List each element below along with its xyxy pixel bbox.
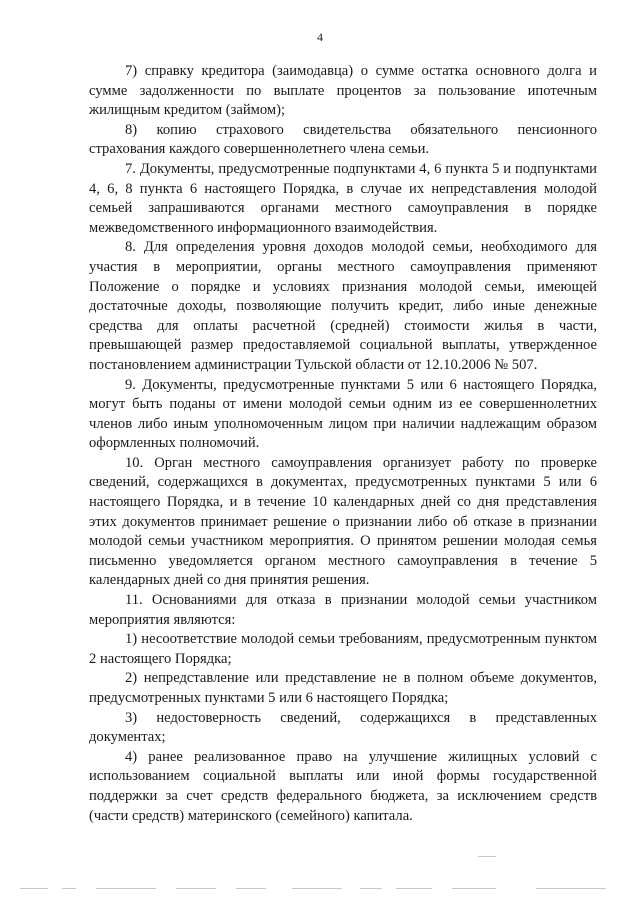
paragraph-clause-7: 7. Документы, предусмотренные подпунктами 4, 6 пункта 5 и подпунктами 4, 6, 8 пункта 6 настоящего Порядка, в случае их непредставления молодой семьей запрашиваются органами местного самоуправления в порядке межведомственного информационного взаимодействия. (89, 160, 597, 236)
paragraph-item-8: 8) копию страхового свидетельства обязательного пенсионного страхования каждого совершеннолетнего члена семьи. (89, 121, 597, 158)
scan-speck (176, 888, 216, 889)
paragraph-reason-3: 3) недостоверность сведений, содержащихся в представленных документах; (89, 709, 597, 746)
paragraph-reason-2: 2) непредставление или представление не в полном объеме документов, предусмотренных пунктами 5 или 6 настоящего Порядка; (89, 670, 597, 706)
paragraph-clause-10: 10. Орган местного самоуправления организует работу по проверке сведений, содержащихся в документах, предусмотренных пунктами 5 или 6 настоящего Порядка, и в течение 10 календарных дней со дня представления этих документов принимает решение о признании либо об отказе в признании молодой семьи участником мероприятия. О принятом решении молодая семья письменно уведомляется органом местного самоуправления в течение 5 календарных дней со дня принятия решения. (89, 454, 597, 589)
scan-speck (478, 856, 496, 857)
scan-speck (236, 888, 266, 889)
scan-noise-footer (0, 888, 640, 892)
paragraph-reason-1: 1) несоответствие молодой семьи требованиям, предусмотренным пунктом 2 настоящего Порядка; (89, 631, 597, 667)
paragraph-clause-9: 9. Документы, предусмотренные пунктами 5 или 6 настоящего Порядка, могут быть поданы от имени молодой семьи одним из ее совершеннолетних членов либо иным уполномоченным лицом при наличии надлежащим образом оформленных полномочий. (89, 376, 597, 452)
paragraph-item-7: 7) справку кредитора (заимодавца) о сумме остатка основного долга и сумме задолженности по выплате процентов за пользование ипотечным жилищным кредитом (займом); (89, 63, 597, 119)
scan-noise (0, 856, 640, 860)
paragraph-clause-11: 11. Основаниями для отказа в признании молодой семьи участником мероприятия являются: (89, 592, 597, 628)
paragraph-reason-4: 4) ранее реализованное право на улучшение жилищных условий с использованием социальной выплаты или иной формы государственной поддержки за счет средств федерального бюджета, за исключением средств (части средств) материнского (семейного) капитала. (89, 748, 597, 824)
scan-speck (62, 888, 76, 889)
scan-speck (96, 888, 156, 889)
scan-speck (360, 888, 382, 889)
paragraph-clause-8: 8. Для определения уровня доходов молодой семьи, необходимого для участия в мероприятии, органы местного самоуправления применяют Положение о порядке и условиях признания молодой семьи, имеющей достаточные доходы, позволяющие получить кредит, либо иные денежные средства для оплаты расчетной (средней) стоимости жилья в части, превышающей размер предоставляемой социальной выплаты, утвержденное постановлением администрации Тульской области от 12.10.2006 № 507. (89, 239, 597, 373)
scan-speck (292, 888, 342, 889)
scan-speck (396, 888, 432, 889)
scan-speck (536, 888, 606, 889)
document-body (89, 62, 597, 826)
scan-speck (20, 888, 48, 889)
scan-speck (452, 888, 496, 889)
page-number: 4 (317, 30, 323, 44)
